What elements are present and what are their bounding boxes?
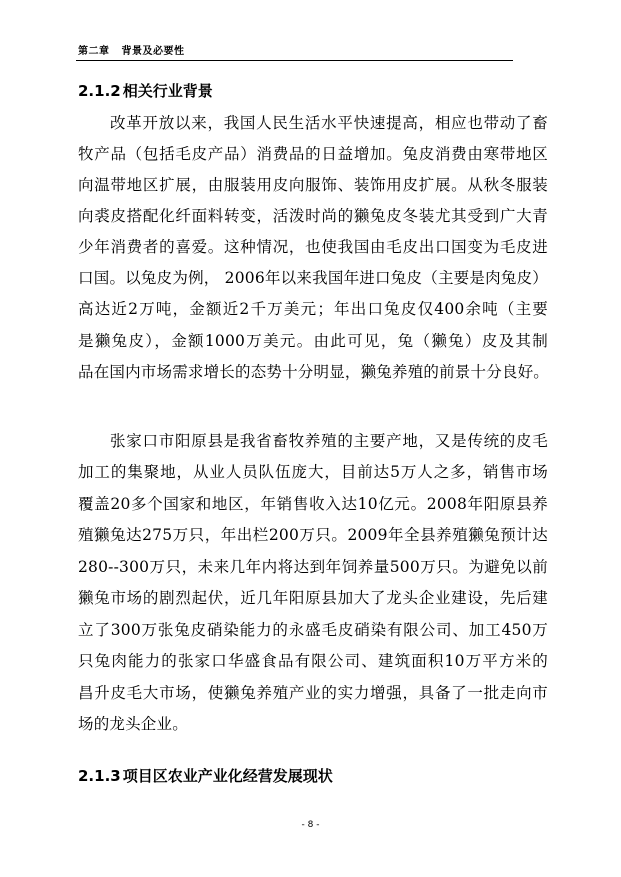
section-number: 2.1.2 bbox=[78, 82, 121, 100]
paragraph-1-line-7: 高达近2万吨，金额近2千万美元；年出口兔皮仅400余吨（主要 bbox=[78, 300, 548, 318]
paragraph-2-line-4: 殖獭兔达275万只，年出栏200万只。2009年全县养殖獭兔预计达 bbox=[78, 526, 548, 544]
paragraph-1-line-5: 少年消费者的喜爱。这种情况，也使我国由毛皮出口国变为毛皮进 bbox=[78, 238, 548, 256]
paragraph-1-line-1: 改革开放以来，我国人民生活水平快速提高，相应也带动了畜 bbox=[110, 114, 548, 132]
paragraph-2-line-1: 张家口市阳原县是我省畜牧养殖的主要产地，又是传统的皮毛 bbox=[110, 432, 548, 450]
paragraph-2-line-7: 立了300万张兔皮硝染能力的永盛毛皮硝染有限公司、加工450万 bbox=[78, 621, 548, 639]
running-header bbox=[78, 42, 185, 57]
section-title: 项目区农业产业化经营发展现状 bbox=[122, 767, 333, 785]
paragraph-2-line-8: 只兔肉能力的张家口华盛食品有限公司、建筑面积10万平方米的 bbox=[78, 652, 548, 670]
section-number: 2.1.3 bbox=[78, 767, 121, 785]
paragraph-2-line-2: 加工的集聚地，从业人员队伍庞大，目前达5万人之多，销售市场 bbox=[78, 463, 548, 481]
paragraph-1-line-4: 向裘皮搭配化纤面料转变，活泼时尚的獭兔皮冬装尤其受到广大青 bbox=[78, 207, 548, 225]
paragraph-1-line-3: 向温带地区扩展，由服装用皮向服饰、装饰用皮扩展。从秋冬服装 bbox=[78, 176, 548, 194]
chapter-number: 第二章 bbox=[78, 46, 110, 57]
section-heading-2-1-3 bbox=[78, 765, 333, 786]
chapter-title: 背景及必要性 bbox=[121, 46, 185, 57]
paragraph-2-line-10: 场的龙头企业。 bbox=[78, 715, 188, 733]
paragraph-1-line-9: 品在国内市场需求增长的态势十分明显，獭兔养殖的前景十分良好。 bbox=[78, 363, 550, 381]
paragraph-1-line-8: 是獭兔皮），金额1000万美元。由此可见，兔（獭兔）皮及其制 bbox=[78, 332, 548, 350]
paragraph-1-line-6: 口国。以兔皮为例， 2006年以来我国年进口兔皮（主要是肉兔皮） bbox=[78, 269, 548, 287]
header-rule bbox=[76, 60, 513, 61]
paragraph-1-line-2: 牧产品（包括毛皮产品）消费品的日益增加。兔皮消费由寒带地区 bbox=[78, 145, 548, 163]
paragraph-2-line-6: 獭兔市场的剧烈起伏，近几年阳原县加大了龙头企业建设，先后建 bbox=[78, 589, 548, 607]
paragraph-2-line-3: 覆盖20多个国家和地区，年销售收入达10亿元。2008年阳原县养 bbox=[78, 495, 548, 513]
paragraph-2-line-9: 昌升皮毛大市场，使獭兔养殖产业的实力增强，具备了一批走向市 bbox=[78, 684, 548, 702]
paragraph-2-line-5: 280--300万只，未来几年内将达到年饲养量500万只。为避免以前 bbox=[78, 558, 548, 576]
section-heading-2-1-2 bbox=[78, 80, 213, 101]
section-title: 相关行业背景 bbox=[122, 82, 213, 100]
page-number: - 8 - bbox=[301, 820, 320, 830]
